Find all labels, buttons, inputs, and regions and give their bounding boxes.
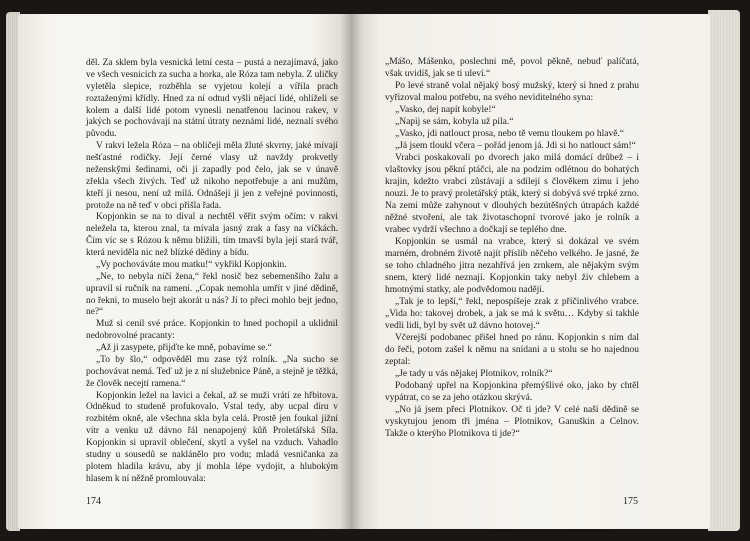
paragraph: Kopjonkin se usmál na vrabce, který si dokázal ve svém marném, drobném životě najít příslib něčeho velkého. Je jasné, že se toho chladného jitra nezahřívá jen zrnkem, ale nějakým svým snem, který lidé neznají. Kopjonkin taky nebyl živ chlebem a hmotnými statky, ale podvědomou nadějí. xyxy=(385,237,639,295)
paragraph: Vrabci poskakovali po dvorech jako milá domácí drůbež – i vlaštovky jsou pěkní ptáčci, ale na podzim odlétnou do bohatých krajin, kdežto vrabci zůstávají a sdílejí s člověkem zimu i jeho nouzi. Je to pravý proletářský pták, který si dobývá své trpké zrno. Na zemi může zahynout v dlouhých bezútěšných útrapách každé něžné stvoření, ale tak životaschopní tvorové jako je rolník a vrabec vydrží všechno a dočkají se teplého dne. xyxy=(385,153,639,235)
left-page-text xyxy=(86,58,338,486)
paragraph: „Mášo, Mášenko, poslechni mě, povol pěkně, nebuď palíčatá, však uvidíš, jak se ti uleví.“ xyxy=(385,57,639,79)
paragraph: Po levé straně volal nějaký bosý mužský, který si hned z prahu vyřizoval malou potřebu, na svého neviditelného syna: xyxy=(385,81,639,103)
paragraph: „Tak je to lepší,“ řekl, nepospíšeje zrak z příčinlivého vrabce. „Vida ho: takovej drobek, a jak se má k světu… Kdyby si takhle vedli lidi, byl by svět už dávno hotovej.“ xyxy=(385,297,639,331)
paragraph: Podobaný upřel na Kopjonkina přemýšlivé oko, jako by chtěl vypátrat, co se za jeho otázkou skrývá. xyxy=(385,381,639,403)
paragraph: „Napij se sám, kobyla už pila.“ xyxy=(395,117,514,127)
paragraph: Včerejší podobanec přišel hned po ránu. Kopjonkin s ním dal do řeči, potom zašel k němu na snídani a u stolu se ho najednou zeptal: xyxy=(385,333,639,367)
paragraph: „No já jsem přeci Plotnikov. Oč ti jde? V celé naší dědině se vyskytujou jenom tři jména – Plotnikov, Ganuškin a Celnov. Takže o kterýho Plotnikova ti jde?“ xyxy=(385,405,639,439)
paragraph: „Ne, to nebyla níčí žena,“ řekl nosič bez sebemenšího žalu a upravil si ručník na rameni. „Copak nemohla umřít v jiné dědině, no řekni, to muselo bejt akorát u nás? Jí to přeci mohlo bejt jedno, ne?“ xyxy=(86,271,338,318)
book-gutter-shadow xyxy=(340,14,362,529)
paragraph: „Já jsem tloukl včera – pořád jenom já. Jdi si ho natlouct sám!“ xyxy=(395,141,636,151)
paragraph: „Vasko, jdi natlouct prosa, nebo tě vemu tloukem po hlavě.“ xyxy=(395,129,624,139)
paragraph: Kopjonkin se na to díval a nechtěl věřit svým očím: v rakvi neležela ta, kterou znal, ta mívala jasný zrak a fasy na víčkách. Čím víc se s Rózou k němu blížili, tím tmavší byla její stará tvář, která neviděla nic než blízké dědiny a bídu. xyxy=(86,212,338,258)
left-page xyxy=(18,14,351,529)
page-number-right: 175 xyxy=(623,496,638,507)
paragraph: „Je tady u vás nějakej Plotnikov, rolník?“ xyxy=(395,369,553,379)
right-page-text xyxy=(385,56,639,440)
paragraph: „Vasko, dej napít kobyle!“ xyxy=(395,105,496,115)
paragraph: V rakvi ležela Róza – na obličeji měla žluté skvrny, jaké mívají nešťastné rodičky. Její černé vlasy už navždy prokvetly nežensky̌mi šedinami, oči jí zapadly pod čelo, jak se v únavě zřekla všech živých. Teď už nikoho nepotřebuje a ani mužům, kteří ji nesou, není už milá. Odnášeji ji jen z veřejné povinnosti, protože na ně teď v obci přišla řada. xyxy=(86,141,338,211)
paragraph: Kopjonkin ležel na lavici a čekal, až se muži vrátí ze hřbitova. Odněkud to studeně profukovalo. Vstal tedy, aby ucpal díru v rozbitém okně, ale všechna skla byla celá. Prostě jen foukal jižní vítr a venku už dávno řál nenapojený kůň Proletářská Síla. Kopjonkin si upravil oblečení, skytl a vyšel na vzduch. Vahadlo studny u sousedů se naklánělo pro vodu; mladá vesničanka za plotem hladila krávu, aby jí mohla lépe vydojit, a hlubokým hlasem k ní něžně promlouvala: xyxy=(86,390,338,484)
paragraph: „To by šlo,“ odpověděl mu zase týž rolník. „Na sucho se pochovávat nemá. Teď už je z ní služebnice Páně, a stejně je těžká, že člověk necejtí ramena.“ xyxy=(86,354,338,389)
page-edges-right xyxy=(708,10,740,531)
paragraph: děl. Za sklem byla vesnická letní cesta – pustá a nezajímavá, jako ve všech vesnicích za sucha a horka, ale Róza tam nebyla. Z uličky vyletěla slepice, rozběhla se vyjetou kolejí a vířila prach roztaženými křídly. Hned za ní odtud vyšli nějací lidé, ohlíželi se kolem a další lidé potom vynesli nenatřenou lacinou rakev, v jakých se pochovávají na státní útraty neznámí lidé, neznalí svého původu. xyxy=(86,58,338,140)
paragraph: Muž si cenil své práce. Kopjonkin to hned pochopil a uklidnil nedobrovolné pracanty: xyxy=(86,319,338,342)
paragraph: „Až ji zasypete, přijďte ke mně, pobavíme se.“ xyxy=(96,343,272,353)
right-page xyxy=(351,14,710,529)
page-number-left: 174 xyxy=(86,496,101,507)
paragraph: „Vy pochováváte mou matku!“ vykřikl Kopjonkin. xyxy=(96,259,287,270)
